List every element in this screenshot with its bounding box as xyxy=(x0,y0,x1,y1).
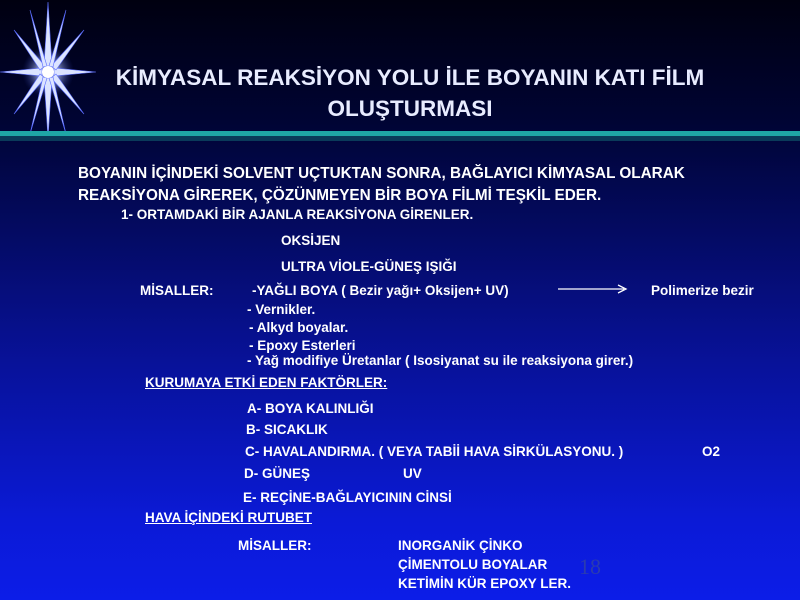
examples-label: MİSALLER: xyxy=(140,283,214,298)
factor-item: B- SICAKLIK xyxy=(246,422,328,437)
star-burst-icon xyxy=(0,0,100,140)
section-1-heading: 1- ORTAMDAKİ BİR AJANLA REAKSİYONA GİRENLER. xyxy=(121,207,474,222)
example-oil-paint: -YAĞLI BOYA ( Bezir yağı+ Oksijen+ UV) xyxy=(252,283,509,298)
factor-item: D- GÜNEŞ xyxy=(244,466,311,481)
factor-item: E- REÇİNE-BAĞLAYICININ CİNSİ xyxy=(243,490,452,505)
example-2-item: ÇİMENTOLU BOYALAR xyxy=(398,557,548,572)
factors-heading: KURUMAYA ETKİ EDEN FAKTÖRLER: xyxy=(145,375,388,390)
factor-item: A- BOYA KALINLIĞI xyxy=(247,401,374,416)
example-item: - Vernikler. xyxy=(247,302,316,317)
agent-oxygen: OKSİJEN xyxy=(281,233,341,248)
title-divider xyxy=(0,130,800,142)
page-number: 18 xyxy=(579,554,601,579)
factor-item: C- HAVALANDIRMA. ( VEYA TABİİ HAVA SİRKÜLASYONU. ) xyxy=(245,444,624,459)
arrow-right-icon xyxy=(558,284,630,296)
humidity-heading: HAVA İÇİNDEKİ RUTUBET xyxy=(145,510,312,525)
example-2-item: KETİMİN KÜR EPOXY LER. xyxy=(398,576,572,591)
factor-c-extra: O2 xyxy=(702,444,721,459)
intro-line-2: REAKSİYONA GİREREK, ÇÖZÜNMEYEN BİR BOYA FİLMİ TEŞKİL EDER. xyxy=(78,187,602,204)
example-result: Polimerize bezir xyxy=(651,283,754,298)
agent-uv: ULTRA VİOLE-GÜNEŞ IŞIĞI xyxy=(281,259,457,274)
factor-d-extra: UV xyxy=(403,466,422,481)
example-item: - Epoxy Esterleri xyxy=(249,338,356,353)
examples-2-label: MİSALLER: xyxy=(238,538,312,553)
example-item: - Alkyd boyalar. xyxy=(249,320,349,335)
example-item: - Yağ modifiye Üretanlar ( Isosiyanat su ile reaksiyona girer.) xyxy=(247,353,634,368)
example-2-item: INORGANİK ÇİNKO xyxy=(398,538,523,553)
intro-line-1: BOYANIN İÇİNDEKİ SOLVENT UÇTUKTAN SONRA, BAĞLAYICI KİMYASAL OLARAK xyxy=(78,165,685,182)
page-title: KİMYASAL REAKSİYON YOLU İLE BOYANIN KATI FİLM OLUŞTURMASI xyxy=(115,65,705,121)
